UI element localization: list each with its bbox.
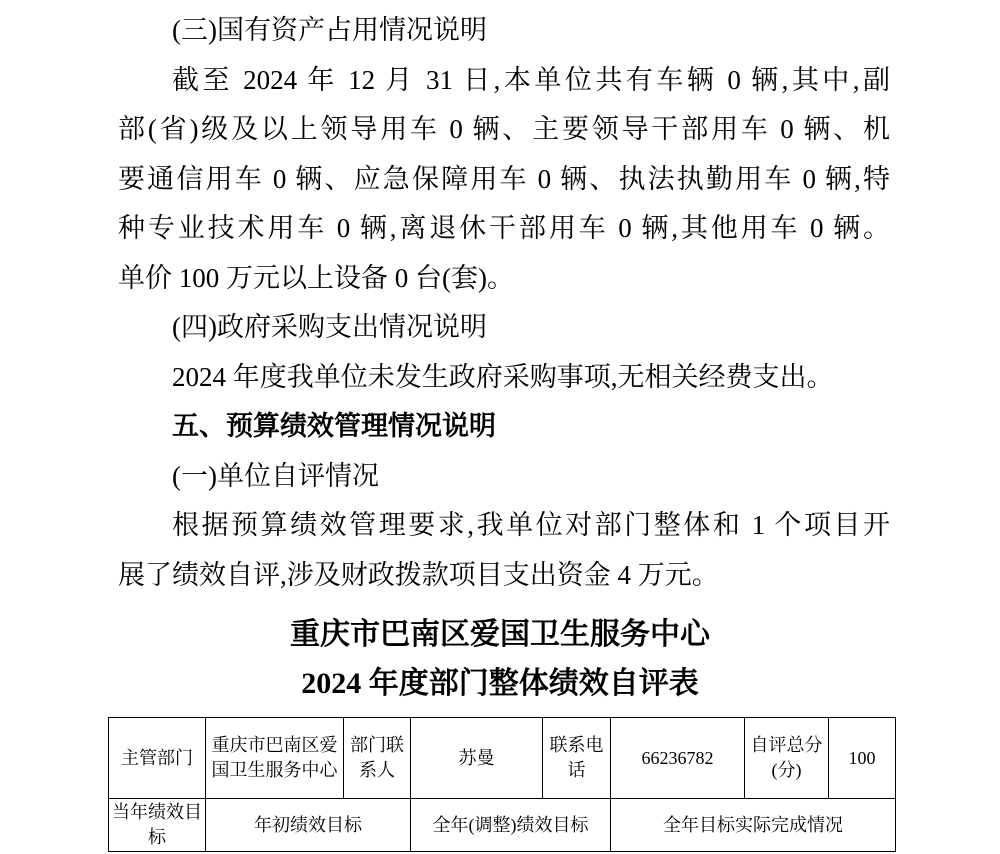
report-org-title: 重庆市巴南区爱国卫生服务中心 [290,618,710,651]
section-heading-performance: 五、预算绩效管理情况说明 [172,411,496,441]
cell-score-value: 100 [829,718,896,799]
paragraph-line: 2024 年度我单位未发生政府采购事项,无相关经费支出。 [172,361,834,392]
paragraph-line: 种专业技术用车 0 辆,离退休干部用车 0 辆,其他用车 0 辆。 [118,213,890,243]
report-title-block [0,610,1000,708]
paragraph-line: 展了绩效自评,涉及财政拨款项目支出资金 4 万元。 [118,559,719,590]
paragraph-line: 根据预算绩效管理要求,我单位对部门整体和 1 个项目开 [172,510,890,540]
cell-actual-completion-header: 全年目标实际完成情况 [611,799,896,852]
cell-annual-goal-label: 当年绩效目标 [109,799,206,852]
cell-supervisor-dept-label: 主管部门 [109,718,206,799]
cell-phone-value: 66236782 [611,718,745,799]
table-row-info [109,718,896,799]
paragraph-line: 单价 100 万元以上设备 0 台(套)。 [118,262,514,293]
paragraph-line: 部(省)级及以上领导用车 0 辆、主要领导干部用车 0 辆、机 [118,114,890,144]
cell-score-label: 自评总分(分) [745,718,829,799]
report-table-title: 2024 年度部门整体绩效自评表 [301,667,699,700]
cell-contact-person-label: 部门联系人 [344,718,411,799]
section-heading-procurement: (四)政府采购支出情况说明 [172,312,487,342]
table-row-goals [109,799,896,852]
section-heading-state-assets: (三)国有资产占用情况说明 [172,15,487,45]
paragraph-line: 要通信用车 0 辆、应急保障用车 0 辆、执法执勤用车 0 辆,特 [118,163,890,194]
cell-supervisor-dept-value: 重庆市巴南区爱国卫生服务中心 [206,718,344,799]
paragraph-line: 截至 2024 年 12 月 31 日,本单位共有车辆 0 辆,其中,副 [172,64,890,95]
cell-contact-person-value: 苏曼 [411,718,543,799]
self-evaluation-table [108,717,896,852]
section-heading-self-evaluation: (一)单位自评情况 [172,460,379,491]
cell-initial-goal-header: 年初绩效目标 [206,799,411,852]
cell-phone-label: 联系电话 [543,718,611,799]
cell-adjusted-goal-header: 全年(调整)绩效目标 [411,799,611,852]
